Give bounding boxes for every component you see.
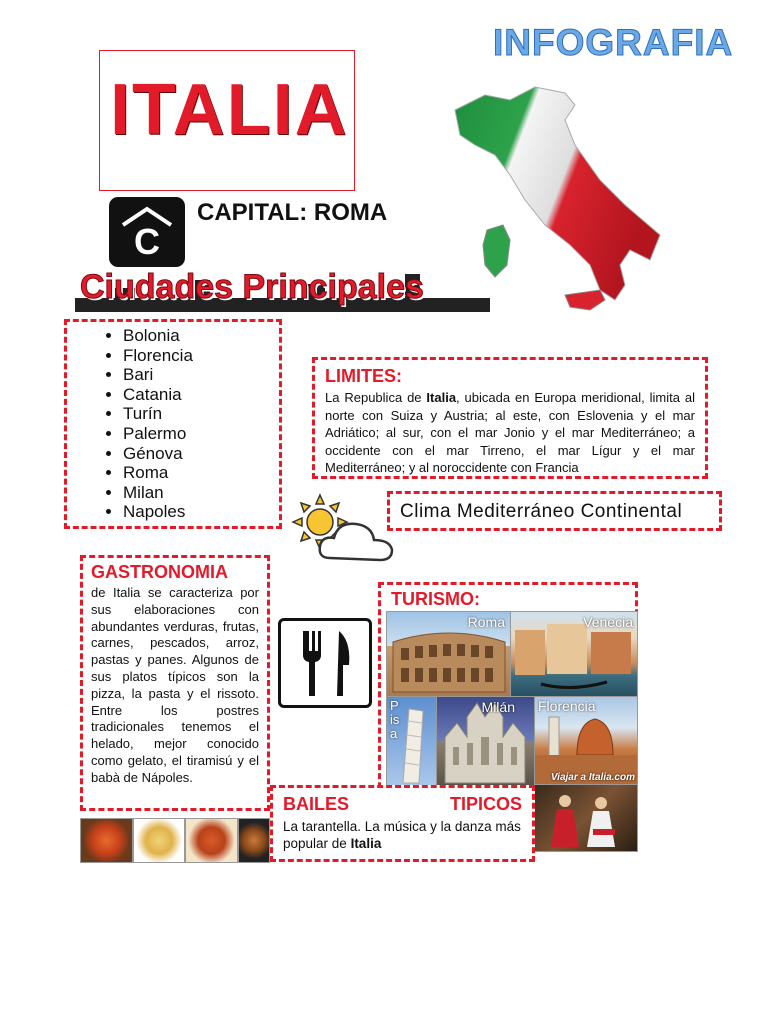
food-photos-strip [80,818,270,863]
list-item: • Catania [123,385,279,405]
list-item: • Roma [123,463,279,483]
venecia-photo [510,611,638,698]
cutlery-icon-frame [278,618,372,708]
limits-bold: Italia [426,390,457,405]
milan-label: Milán [481,699,515,715]
venecia-label: Venecia [583,614,633,630]
gastronomy-heading: GASTRONOMIA [91,562,228,582]
cities-box [64,319,282,529]
capital-letter-icon: C [134,221,160,262]
limits-text-rest: , ubicada en Europa meridional, limita al norte con Suiza y Austria; al este, con Eslovenia y el mar Adriático; al sur, con el mar Jonio y el mar Mediterráneo; a occidente con el mar Tirreno, el mar Lígur y el mar Mediterráneo; y al noroccidente con Francia [325,390,695,475]
gastronomy-box [80,555,270,811]
list-item: • Turín [123,404,279,424]
milan-photo [436,696,536,786]
dances-heading [283,794,522,815]
tourism-heading: TURISMO: [391,589,480,609]
gastronomy-text: de Italia se caracteriza por sus elaboraciones con abundantes verduras, frutas, carnes, pescados, arroz, pastas y panes. Algunos de sus platos típicos son la pizza, la pasta y el rissoto. Entre los postres tradicionales tenemos el helado, mejor conocido como gelato, el tiramisú y el babà de Nápoles. [91,585,259,785]
list-item: • Palermo [123,424,279,444]
limits-text-start: La Republica de [325,390,427,405]
pasta-photo [133,818,186,863]
cities-list [67,326,279,522]
climate-label: Clima Mediterráneo Continental [400,501,683,522]
limits-box [312,357,708,479]
sun-cloud-icon [290,490,400,565]
pizza-photo [80,818,133,863]
dances-heading-left: BAILES [283,794,350,814]
capital-label: CAPITAL: ROMA [197,199,388,226]
limits-heading: LIMITES: [325,366,402,386]
limits-text [325,389,695,477]
list-item: • Florencia [123,346,279,366]
title-box [99,50,355,191]
lasagna-photo [185,818,238,863]
fork-knife-icon [281,621,369,705]
climate-box [387,491,722,531]
roma-label: Roma [467,614,505,630]
viajar-label: Viajar a Italia.com [550,772,635,783]
roma-photo [386,611,512,698]
florencia-label: Florencia [538,698,596,714]
list-item: • Bari [123,365,279,385]
dances-heading-right: TIPICOS [449,794,522,814]
dancers-icon [535,785,637,851]
infografia-title: INFOGRAFIA [493,22,734,63]
page-title: ITALIA [110,70,349,150]
dancers-photo [534,784,638,852]
pisa-photo [386,696,438,786]
list-item: • Bolonia [123,326,279,346]
florencia-photo [534,696,638,786]
dances-bold: Italia [350,836,382,851]
dances-box [270,785,535,862]
capital-icon [109,197,185,267]
list-item: • Génova [123,444,279,464]
list-item: • Milan [123,483,279,503]
dessert-photo [238,818,270,863]
dances-text-start: La tarantella. La música y la danza más popular de [283,819,521,851]
cities-heading: Ciudades Principales [80,268,424,306]
list-item: • Napoles [123,502,279,522]
pisa-label: Pisa [390,698,400,741]
dances-text [283,818,522,852]
